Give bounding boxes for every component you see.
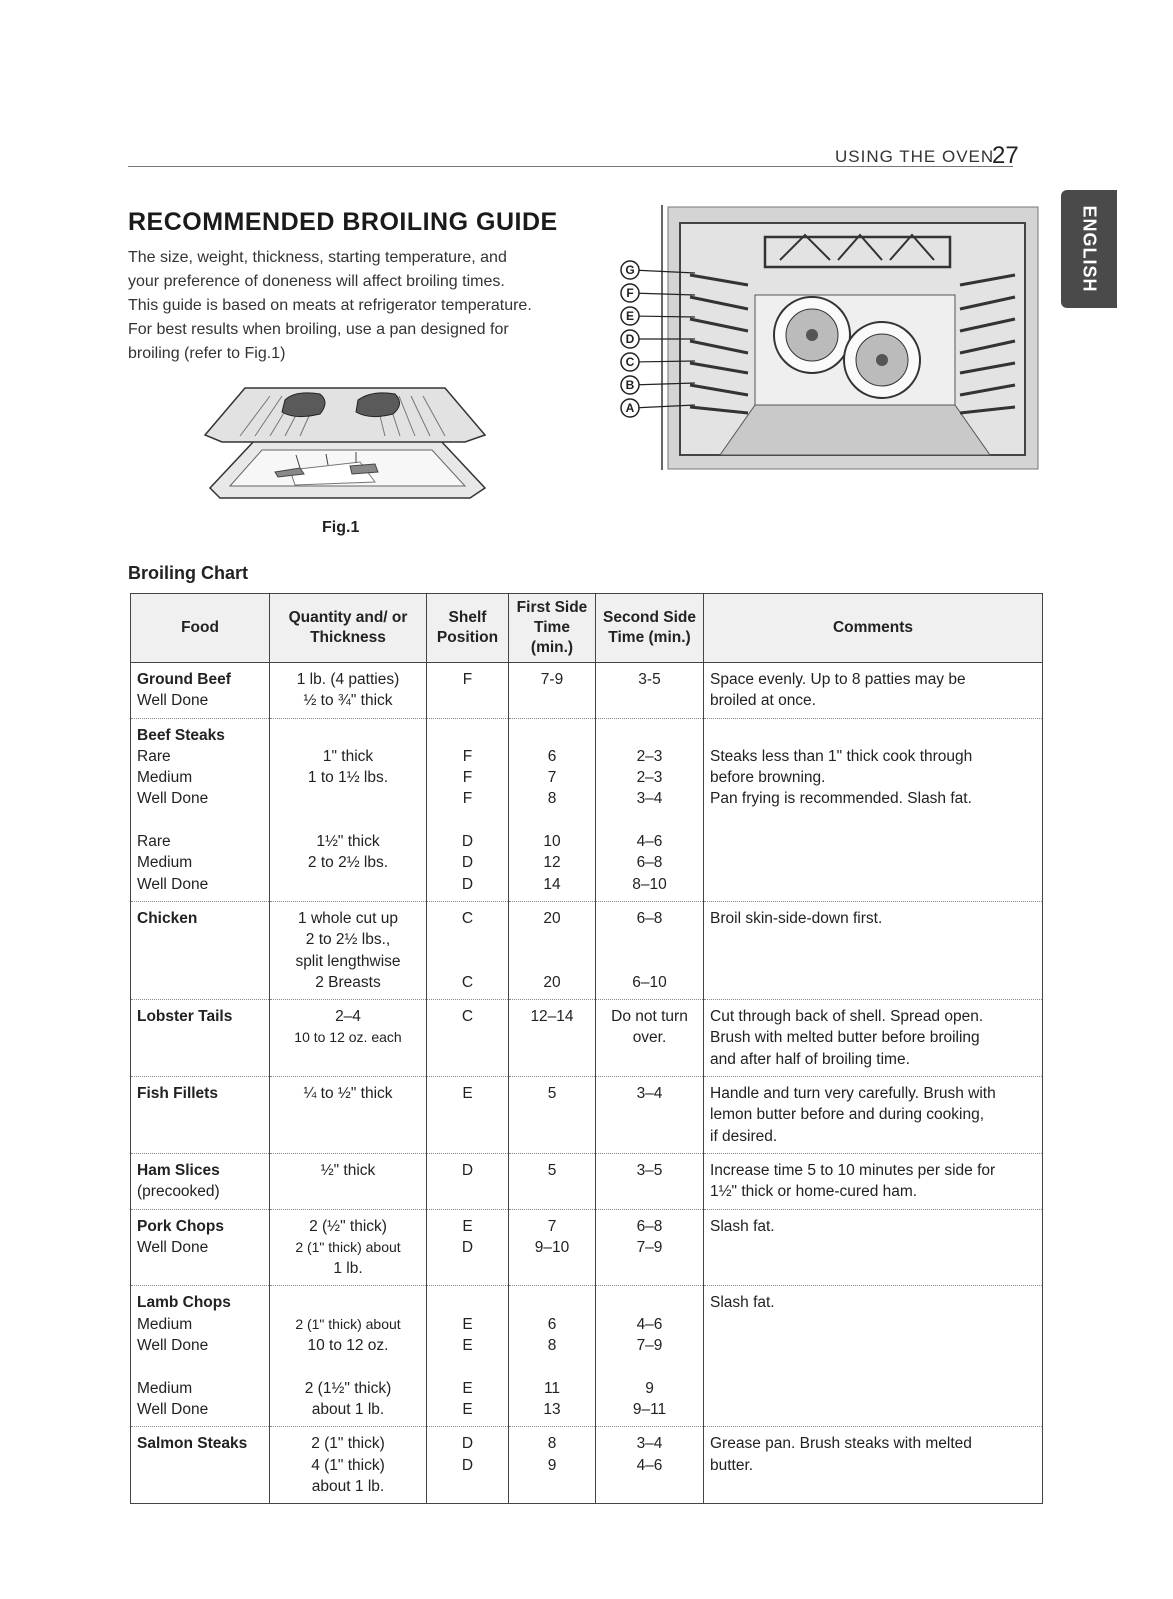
cell-line: 9–10	[534, 1238, 570, 1256]
cell-line: 6–10	[632, 973, 667, 991]
first-side-time-cell	[509, 718, 596, 901]
comments-cell	[704, 1427, 1043, 1504]
cell-line: 2 to 2½ lbs.	[307, 854, 389, 872]
first-side-time-cell	[509, 663, 596, 719]
cell-line: 2 to 2½ lbs.,	[305, 931, 391, 949]
page-number: 27	[992, 142, 1019, 169]
food-name: Salmon Steaks	[137, 1435, 248, 1453]
cell-line: ½" thick	[320, 1161, 376, 1179]
shelf-label-c: C	[625, 355, 635, 369]
shelf-label-e: E	[625, 309, 635, 323]
comments-cell	[704, 1153, 1043, 1209]
second-side-time-cell	[596, 1153, 704, 1209]
quantity-cell	[270, 1000, 427, 1077]
cell-line: 4–6	[636, 1315, 663, 1333]
quantity-cell	[270, 1153, 427, 1209]
first-side-time-cell	[509, 1153, 596, 1209]
second-side-time-cell	[596, 663, 704, 719]
food-name: Ham Slices	[137, 1161, 220, 1179]
cell-line	[602, 1292, 697, 1313]
language-tab	[1061, 190, 1117, 308]
food-name: Ground Beef	[137, 671, 231, 688]
cell-line: 12–14	[530, 1008, 574, 1026]
second-side-time-cell	[596, 1077, 704, 1154]
cell-line: over.	[632, 1029, 667, 1047]
cell-line	[515, 725, 589, 746]
food-name: Lamb Chops	[137, 1294, 231, 1312]
comments-cell	[704, 1000, 1043, 1077]
cell-line: 1 whole cut up	[298, 909, 398, 927]
cell-line: 8	[547, 1337, 557, 1355]
intro-line: The size, weight, thickness, starting temperature, and	[128, 249, 507, 266]
cell-line: 7–9	[636, 1238, 663, 1256]
cell-line: 8	[547, 1435, 557, 1453]
cell-line: 6	[547, 747, 557, 765]
cell-line: 2 (½" thick)	[309, 1217, 387, 1235]
cell-line: Medium	[137, 1379, 193, 1397]
food-name: Lobster Tails	[137, 1008, 233, 1026]
food-cell	[131, 718, 270, 901]
cell-line: Medium	[137, 769, 193, 787]
cell-line: 4–6	[636, 1456, 663, 1474]
food-cell	[131, 901, 270, 999]
cell-line: 9–11	[632, 1400, 667, 1418]
cell-line	[433, 951, 502, 972]
cell-line: Space evenly. Up to 8 patties may be	[710, 671, 966, 688]
food-cell	[131, 1153, 270, 1209]
comments-cell	[704, 901, 1043, 999]
food-cell	[131, 1000, 270, 1077]
cell-line	[515, 810, 589, 831]
cell-line	[515, 951, 589, 972]
cell-line: C	[461, 1008, 474, 1026]
cell-line: lemon butter before and during cooking,	[710, 1106, 985, 1124]
cell-line: E	[462, 1085, 473, 1103]
cell-line: Increase time 5 to 10 minutes per side for	[710, 1161, 996, 1179]
cell-line: 10	[543, 833, 561, 851]
shelf-position-cell	[427, 1286, 509, 1427]
cell-line: 1½" thick or home-cured ham.	[710, 1183, 918, 1201]
cell-line: 7-9	[540, 671, 564, 688]
cell-line	[276, 1292, 420, 1313]
cell-line: 3–4	[636, 790, 663, 808]
cell-line: 1 to 1½ lbs.	[307, 769, 389, 787]
first-side-time-cell	[509, 1000, 596, 1077]
header-first-side: First Side Time (min.)	[509, 594, 596, 663]
cell-line: 2–4	[335, 1008, 361, 1026]
cell-line: about 1 lb.	[311, 1400, 385, 1418]
cell-line: F	[462, 790, 473, 808]
shelf-position-cell	[427, 718, 509, 901]
intro-line: broiling (refer to Fig.1)	[128, 345, 286, 362]
cell-line: 2–3	[636, 747, 663, 765]
cell-line: E	[462, 1217, 473, 1235]
cell-line: 4–6	[636, 833, 663, 851]
cell-line: D	[461, 1435, 474, 1453]
second-side-time-cell	[596, 718, 704, 901]
cell-line	[602, 725, 697, 746]
second-side-time-cell	[596, 1286, 704, 1427]
cell-line	[710, 725, 1036, 746]
cell-line: about 1 lb.	[311, 1477, 385, 1495]
cell-line: 3–4	[636, 1435, 663, 1453]
cell-line: 4 (1" thick)	[311, 1456, 385, 1474]
cell-line: D	[461, 875, 474, 893]
quantity-cell	[270, 1077, 427, 1154]
cell-line: 5	[547, 1161, 557, 1179]
cell-line: 6–8	[636, 1217, 663, 1235]
cell-line: Rare	[137, 747, 171, 765]
food-cell	[131, 1077, 270, 1154]
cell-line: ½ to ¾" thick	[303, 692, 393, 710]
cell-line: 2 (1½" thick)	[304, 1379, 392, 1397]
table-row	[131, 1153, 1043, 1209]
quantity-cell	[270, 901, 427, 999]
second-side-time-cell	[596, 1209, 704, 1286]
cell-line	[433, 929, 502, 950]
cell-line: Do not turn	[611, 1008, 688, 1026]
cell-line: E	[462, 1315, 473, 1333]
figure-caption: Fig.1	[322, 519, 360, 536]
cell-line: 9	[645, 1379, 654, 1397]
cell-line: Well Done	[137, 875, 209, 893]
cell-line: 2 Breasts	[315, 973, 381, 991]
cell-line: D	[461, 1238, 474, 1256]
cell-line	[433, 1292, 502, 1313]
cell-line	[276, 725, 420, 746]
cell-line: Pan frying is recommended. Slash fat.	[710, 790, 972, 808]
cell-line: broiled at once.	[710, 692, 816, 710]
cell-line: C	[461, 973, 474, 991]
cell-line: D	[461, 833, 474, 851]
language-tab-label: ENGLISH	[1079, 205, 1100, 293]
food-name: Chicken	[137, 909, 198, 927]
header-shelf: Shelf Position	[427, 594, 509, 663]
shelf-position-cell	[427, 1077, 509, 1154]
shelf-position-cell	[427, 663, 509, 719]
cell-line: Steaks less than 1" thick cook through	[710, 747, 973, 765]
table-row	[131, 1286, 1043, 1427]
first-side-time-cell	[509, 1427, 596, 1504]
cell-line: 1 lb. (4 patties)	[296, 671, 400, 688]
cell-line: F	[462, 769, 473, 787]
table-row	[131, 663, 1043, 719]
header-comments: Comments	[704, 594, 1043, 663]
quantity-cell	[270, 663, 427, 719]
food-cell	[131, 1286, 270, 1427]
intro-line: This guide is based on meats at refrigerator temperature.	[128, 297, 532, 314]
cell-line: ¼ to ½" thick	[303, 1085, 393, 1103]
cell-line: F	[462, 747, 473, 765]
cell-line: 2 (1" thick) about	[295, 1315, 401, 1332]
comments-cell	[704, 718, 1043, 901]
table-header-row	[131, 594, 1043, 663]
cell-line: Slash fat.	[710, 1294, 775, 1312]
cell-line: Slash fat.	[710, 1217, 775, 1235]
page-title: RECOMMENDED BROILING GUIDE	[128, 208, 558, 236]
shelf-position-cell	[427, 1000, 509, 1077]
cell-line: E	[462, 1337, 473, 1355]
cell-line	[276, 810, 420, 831]
cell-line: Brush with melted butter before broiling	[710, 1029, 980, 1047]
intro-line: your preference of doneness will affect broiling times.	[128, 273, 505, 290]
first-side-time-cell	[509, 901, 596, 999]
cell-line: butter.	[710, 1456, 754, 1474]
food-cell	[131, 1209, 270, 1286]
food-name: Beef Steaks	[137, 726, 225, 744]
cell-line: 20	[543, 973, 561, 991]
cell-line: E	[462, 1400, 473, 1418]
cell-line: 6	[547, 1315, 557, 1333]
cell-line: E	[462, 1379, 473, 1397]
first-side-time-cell	[509, 1077, 596, 1154]
cell-line: 10 to 12 oz. each	[294, 1029, 402, 1046]
header-food: Food	[131, 594, 270, 663]
cell-line: (precooked)	[137, 1183, 220, 1201]
cell-line	[602, 1356, 697, 1377]
cell-line	[515, 1356, 589, 1377]
cell-line: 7	[547, 769, 557, 787]
table-row	[131, 718, 1043, 901]
cell-line: 13	[543, 1400, 561, 1418]
cell-line: 3-5	[638, 671, 661, 688]
cell-line: 20	[543, 909, 561, 927]
intro-text	[128, 246, 568, 366]
cell-line: 8	[547, 790, 557, 808]
cell-line	[515, 929, 589, 950]
cell-line	[137, 1356, 263, 1377]
cell-line: Medium	[137, 1315, 193, 1333]
cell-line: before browning.	[710, 769, 826, 787]
shelf-position-cell	[427, 1153, 509, 1209]
cell-line: 9	[547, 1456, 557, 1474]
first-side-time-cell	[509, 1286, 596, 1427]
cell-line: 6–8	[636, 909, 663, 927]
cell-line: Well Done	[137, 1400, 209, 1418]
cell-line: Grease pan. Brush steaks with melted	[710, 1435, 972, 1453]
cell-line: Broil skin-side-down first.	[710, 909, 883, 927]
cell-line: 10 to 12 oz.	[307, 1337, 389, 1355]
second-side-time-cell	[596, 1000, 704, 1077]
quantity-cell	[270, 1209, 427, 1286]
cell-line: Well Done	[137, 1337, 209, 1355]
broiling-chart-table	[130, 593, 1043, 1504]
cell-line	[433, 725, 502, 746]
header-quantity: Quantity and/ or Thickness	[270, 594, 427, 663]
cell-line: 11	[543, 1379, 561, 1397]
cell-line: Well Done	[137, 692, 209, 710]
shelf-label-b: B	[625, 378, 635, 392]
cell-line: 5	[547, 1085, 557, 1103]
shelf-position-cell	[427, 1427, 509, 1504]
first-side-time-cell	[509, 1209, 596, 1286]
comments-cell	[704, 1077, 1043, 1154]
cell-line: Well Done	[137, 1238, 209, 1256]
cell-line	[276, 788, 420, 809]
cell-line	[515, 1292, 589, 1313]
quantity-cell	[270, 718, 427, 901]
cell-line	[602, 951, 697, 972]
table-row	[131, 1077, 1043, 1154]
cell-line: F	[462, 671, 473, 688]
cell-line: if desired.	[710, 1127, 778, 1145]
table-row	[131, 1427, 1043, 1504]
cell-line	[433, 1356, 502, 1377]
section-title: USING THE OVEN	[835, 147, 995, 166]
cell-line: 6–8	[636, 854, 663, 872]
food-cell	[131, 663, 270, 719]
cell-line: 14	[543, 875, 561, 893]
cell-line: Medium	[137, 854, 193, 872]
cell-line	[602, 810, 697, 831]
table-row	[131, 1000, 1043, 1077]
cell-line: 3–4	[636, 1085, 663, 1103]
shelf-label-f: F	[626, 286, 634, 300]
cell-line	[276, 874, 420, 895]
shelf-position-cell	[427, 1209, 509, 1286]
food-name: Fish Fillets	[137, 1085, 218, 1103]
cell-line: 2 (1" thick)	[311, 1435, 385, 1453]
cell-line	[433, 810, 502, 831]
broiler-pan-illustration	[200, 370, 490, 515]
shelf-label-d: D	[625, 332, 635, 346]
shelf-position-cell	[427, 901, 509, 999]
cell-line	[276, 1356, 420, 1377]
comments-cell	[704, 1209, 1043, 1286]
cell-line: 2–3	[636, 769, 663, 787]
table-row	[131, 901, 1043, 999]
cell-line: D	[461, 1161, 474, 1179]
cell-line: 12	[543, 854, 561, 872]
cell-line: 7	[547, 1217, 557, 1235]
food-name: Pork Chops	[137, 1217, 224, 1235]
comments-cell	[704, 663, 1043, 719]
cell-line: 3–5	[636, 1161, 663, 1179]
cell-line: split lengthwise	[295, 952, 401, 970]
cell-line: 8–10	[632, 875, 667, 893]
cell-line	[602, 929, 697, 950]
cell-line: C	[461, 909, 474, 927]
cell-line	[137, 810, 263, 831]
shelf-label-g: G	[625, 263, 635, 277]
table-row	[131, 1209, 1043, 1286]
quantity-cell	[270, 1286, 427, 1427]
second-side-time-cell	[596, 901, 704, 999]
cell-line: Well Done	[137, 790, 209, 808]
food-cell	[131, 1427, 270, 1504]
intro-line: For best results when broiling, use a pan designed for	[128, 321, 509, 338]
oven-shelf-positions-illustration	[620, 205, 1040, 480]
comments-cell	[704, 1286, 1043, 1427]
cell-line: 1½" thick	[316, 833, 380, 851]
cell-line: D	[461, 1456, 474, 1474]
quantity-cell	[270, 1427, 427, 1504]
second-side-time-cell	[596, 1427, 704, 1504]
cell-line: 2 (1" thick) about	[295, 1238, 401, 1255]
cell-line: and after half of broiling time.	[710, 1050, 910, 1068]
cell-line: D	[461, 854, 474, 872]
cell-line: Handle and turn very carefully. Brush with	[710, 1085, 996, 1103]
cell-line: 1 lb.	[333, 1260, 363, 1278]
cell-line: Rare	[137, 833, 171, 851]
cell-line: 7–9	[636, 1337, 663, 1355]
shelf-label-a: A	[625, 401, 635, 415]
chart-title: Broiling Chart	[128, 563, 248, 583]
cell-line: Cut through back of shell. Spread open.	[710, 1008, 984, 1026]
header-second-side: Second Side Time (min.)	[596, 594, 704, 663]
cell-line: 1" thick	[322, 747, 374, 765]
